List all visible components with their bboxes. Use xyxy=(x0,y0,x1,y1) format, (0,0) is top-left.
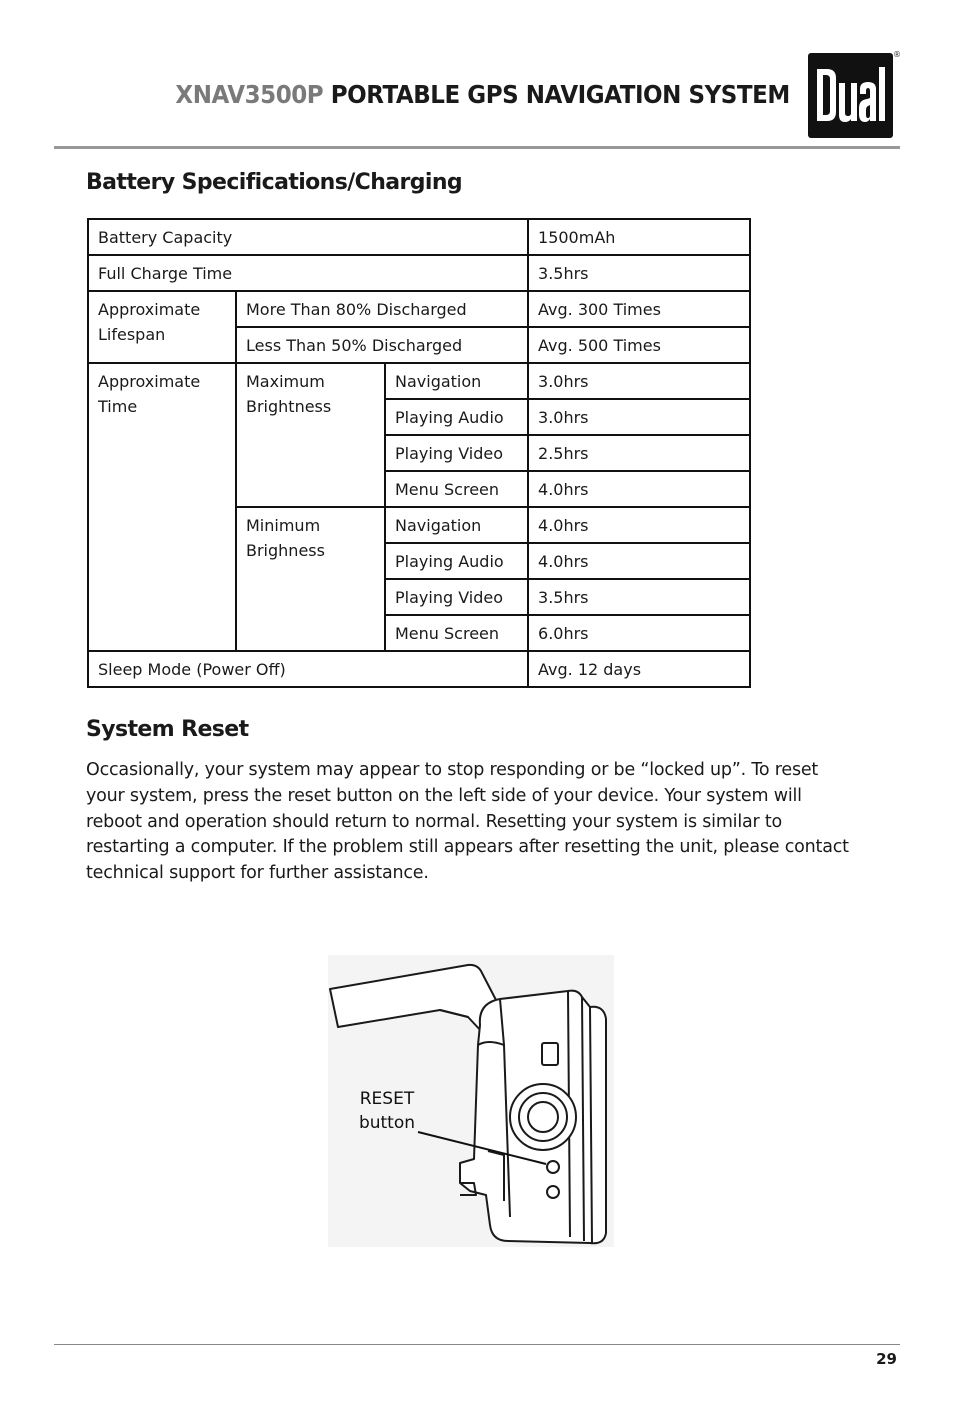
cell-battery-capacity-value: 1500mAh xyxy=(528,219,750,255)
reset-body-text: Occasionally, your system may appear to stop responding or be “locked up”. To reset your system, press the reset button on the left side of your device. Your system will reboot and operation should return to normal. Resetting your system is similar to restarting a computer. If the problem still appears after resetting the unit, please contact technical support for further assistance. xyxy=(86,760,849,884)
cell-less50-label: Less Than 50% Discharged xyxy=(236,327,528,363)
dual-logo-mark xyxy=(808,53,893,138)
table-row xyxy=(88,363,750,399)
cell-min-brightness-label: Minimum Brighness xyxy=(236,507,385,651)
cell-max-video-value: 2.5hrs xyxy=(528,435,750,471)
cell-min-navigation-value: 4.0hrs xyxy=(528,507,750,543)
cell-max-audio-value: 3.0hrs xyxy=(528,399,750,435)
reset-label-line2: button xyxy=(358,1113,416,1133)
cell-full-charge-label: Full Charge Time xyxy=(88,255,528,291)
header-model: XNAV3500P xyxy=(175,80,324,109)
dual-logo xyxy=(808,53,893,138)
cell-sleep-value: Avg. 12 days xyxy=(528,651,750,687)
page-number: 29 xyxy=(876,1350,897,1368)
cell-full-charge-value: 3.5hrs xyxy=(528,255,750,291)
table-row xyxy=(88,291,750,327)
header-rule xyxy=(54,146,900,149)
battery-spec-table xyxy=(87,218,751,688)
footer-rule xyxy=(54,1344,900,1345)
cell-min-navigation-label: Navigation xyxy=(385,507,528,543)
cell-battery-capacity-label: Battery Capacity xyxy=(88,219,528,255)
header-title xyxy=(176,80,790,109)
cell-min-audio-label: Playing Audio xyxy=(385,543,528,579)
cell-max-navigation-value: 3.0hrs xyxy=(528,363,750,399)
cell-max-navigation-label: Navigation xyxy=(385,363,528,399)
table-row xyxy=(88,255,750,291)
table-row xyxy=(88,219,750,255)
cell-max-video-label: Playing Video xyxy=(385,435,528,471)
table-row xyxy=(88,651,750,687)
cell-min-video-label: Playing Video xyxy=(385,579,528,615)
cell-sleep-label: Sleep Mode (Power Off) xyxy=(88,651,528,687)
cell-max-menu-label: Menu Screen xyxy=(385,471,528,507)
cell-min-menu-label: Menu Screen xyxy=(385,615,528,651)
registered-mark: ® xyxy=(893,50,901,59)
cell-max-menu-value: 4.0hrs xyxy=(528,471,750,507)
cell-time-label: Approximate Time xyxy=(88,363,236,651)
cell-min-video-value: 3.5hrs xyxy=(528,579,750,615)
cell-lifespan-label: Approximate Lifespan xyxy=(88,291,236,363)
cell-min-menu-value: 6.0hrs xyxy=(528,615,750,651)
reset-heading: System Reset xyxy=(86,717,249,742)
cell-max-brightness-label: Maximum Brightness xyxy=(236,363,385,507)
cell-less50-value: Avg. 500 Times xyxy=(528,327,750,363)
cell-more80-label: More Than 80% Discharged xyxy=(236,291,528,327)
cell-more80-value: Avg. 300 Times xyxy=(528,291,750,327)
cell-max-audio-label: Playing Audio xyxy=(385,399,528,435)
battery-heading: Battery Specifications/Charging xyxy=(86,170,463,195)
header-title-text: PORTABLE GPS NAVIGATION SYSTEM xyxy=(323,80,790,109)
reset-label-line1: RESET xyxy=(359,1089,415,1109)
cell-min-audio-value: 4.0hrs xyxy=(528,543,750,579)
